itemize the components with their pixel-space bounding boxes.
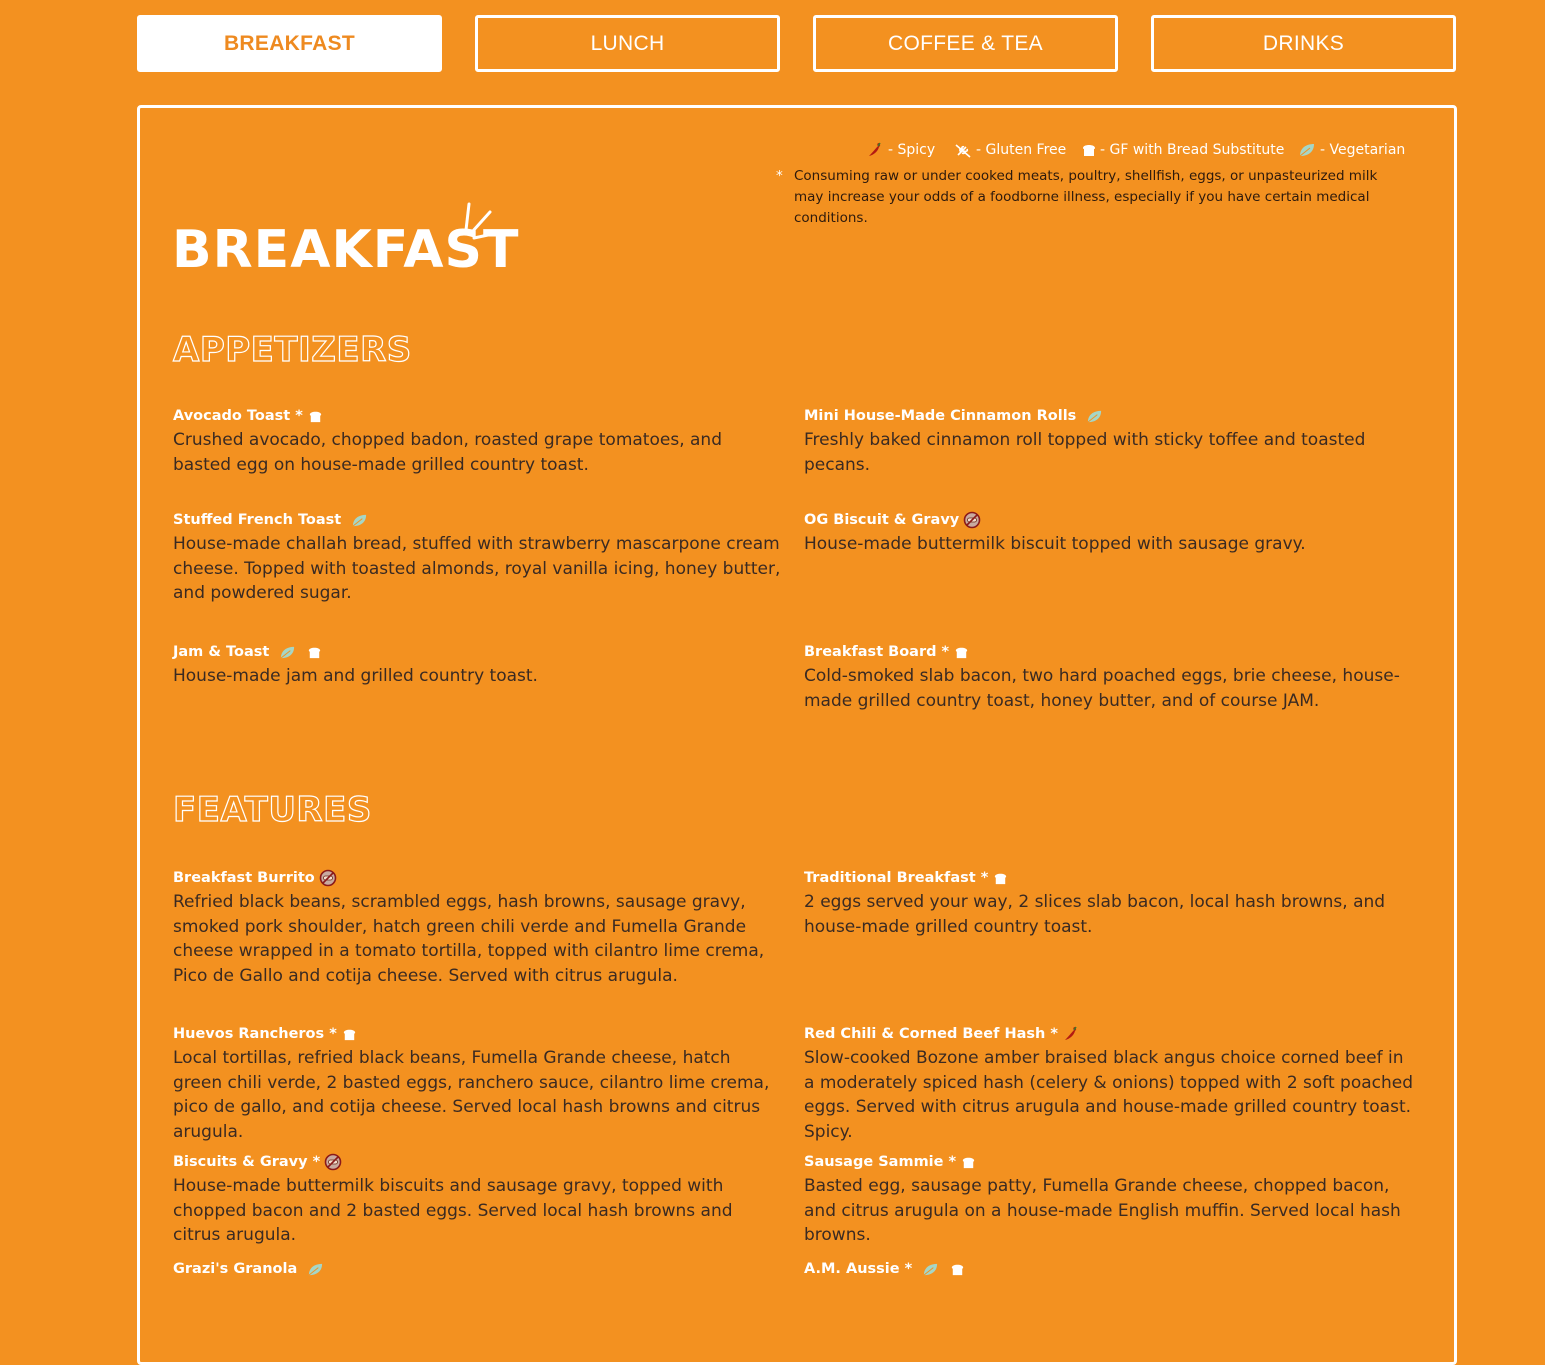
gf-bread-icon xyxy=(953,644,970,661)
menu-item xyxy=(173,1151,783,1248)
menu-item-description: House-made jam and grilled country toast. xyxy=(173,666,538,686)
menu-item-description: Cold-smoked slab bacon, two hard poached eggs, brie cheese, house-made grilled country toast, honey butter, and of course JAM. xyxy=(804,666,1400,711)
gf-bread-icon xyxy=(949,1261,966,1278)
menu-item-header xyxy=(804,641,1414,663)
menu-item xyxy=(173,867,783,988)
menu-item-name: Breakfast Board * xyxy=(804,644,950,660)
vegetarian-icon xyxy=(922,1261,939,1278)
menu-item-name: Grazi's Granola xyxy=(173,1261,298,1277)
menu-item-header xyxy=(173,405,783,427)
menu-item-name: Huevos Rancheros * xyxy=(173,1026,337,1042)
menu-item-name: Red Chili & Corned Beef Hash * xyxy=(804,1026,1058,1042)
gf-bread-icon xyxy=(960,1154,977,1171)
menu-item-header xyxy=(804,1023,1414,1045)
vegetarian-icon xyxy=(279,644,296,661)
menu-item-header xyxy=(173,1258,783,1280)
menu-item xyxy=(804,405,1414,477)
legend-gluten-free: - Gluten Free xyxy=(954,141,1066,159)
menu-item xyxy=(173,405,783,477)
menu-item-description: House-made buttermilk biscuits and sausage gravy, topped with chopped bacon and 2 basted eggs. Served local hash browns and citrus arugula. xyxy=(173,1176,733,1246)
menu-item-header xyxy=(804,405,1414,427)
vegetarian-icon xyxy=(351,512,368,529)
menu-item-name: Traditional Breakfast * xyxy=(804,870,989,886)
spicy-icon xyxy=(1062,1025,1080,1043)
menu-item-header xyxy=(173,867,783,889)
menu-item-name: Jam & Toast xyxy=(173,644,270,660)
no-gluten-icon xyxy=(319,869,337,887)
section-title-features: FEATURES xyxy=(173,790,372,830)
tab-coffee-tea[interactable]: COFFEE & TEA xyxy=(813,15,1118,72)
legend-gf-bread: - GF with Bread Substitute xyxy=(1080,141,1284,159)
gf-bread-icon xyxy=(307,408,324,425)
vegetarian-icon xyxy=(1086,408,1103,425)
menu-item-name: Avocado Toast * xyxy=(173,408,303,424)
notice-asterisk: * xyxy=(776,168,783,184)
menu-item xyxy=(173,641,783,689)
menu-item-header xyxy=(804,867,1414,889)
menu-item-name: Biscuits & Gravy * xyxy=(173,1154,321,1170)
vegetarian-icon xyxy=(307,1261,324,1278)
menu-item xyxy=(804,1023,1414,1144)
menu-item xyxy=(173,509,783,606)
menu-item-header xyxy=(173,1023,783,1045)
tab-breakfast[interactable]: BREAKFAST xyxy=(137,15,442,72)
menu-item-name: A.M. Aussie * xyxy=(804,1261,913,1277)
menu-item-name: Stuffed French Toast xyxy=(173,512,342,528)
menu-tabs xyxy=(137,15,1457,72)
menu-item-header xyxy=(804,1151,1414,1173)
menu-item-description: Refried black beans, scrambled eggs, hash browns, sausage gravy, smoked pork shoulder, hatch green chili verde and Fumella Grande cheese wrapped in a tomato tortilla, topped with cilantro lime crema, Pico de Gallo and cotija cheese. Served with citrus arugula. xyxy=(173,892,765,986)
legend-spicy: - Spicy xyxy=(866,141,935,159)
menu-item-description: Freshly baked cinnamon roll topped with sticky toffee and toasted pecans. xyxy=(804,430,1366,475)
menu-item-description: 2 eggs served your way, 2 slices slab bacon, local hash browns, and house-made grilled country toast. xyxy=(804,892,1386,937)
menu-item-description: Crushed avocado, chopped badon, roasted grape tomatoes, and basted egg on house-made grilled country toast. xyxy=(173,430,722,475)
menu-item xyxy=(804,867,1414,939)
notice-text: Consuming raw or under cooked meats, poultry, shellfish, eggs, or unpasteurized milk may increase your odds of a foodborne illness, especially if you have certain medical conditions. xyxy=(794,168,1378,226)
menu-item-description: Local tortillas, refried black beans, Fumella Grande cheese, hatch green chili verde, 2 basted eggs, ranchero sauce, cilantro lime crema, pico de gallo, and cotija cheese. Served local hash browns and citrus arugula. xyxy=(173,1048,770,1142)
menu-item xyxy=(804,1258,1414,1280)
gf-bread-icon xyxy=(306,644,323,661)
menu-item xyxy=(173,1258,783,1280)
section-title-appetizers: APPETIZERS xyxy=(173,330,412,370)
gf-bread-icon xyxy=(992,870,1009,887)
gf-bread-icon xyxy=(341,1026,358,1043)
menu-item-name: Sausage Sammie * xyxy=(804,1154,957,1170)
no-gluten-icon xyxy=(963,511,981,529)
tab-drinks[interactable]: DRINKS xyxy=(1151,15,1456,72)
menu-item-description: House-made buttermilk biscuit topped with sausage gravy. xyxy=(804,534,1306,554)
page-title: BREAKFAST xyxy=(172,220,520,280)
menu-item xyxy=(804,1151,1414,1248)
menu-item-header xyxy=(804,1258,1414,1280)
menu-item-header xyxy=(173,509,783,531)
menu-item xyxy=(804,641,1414,713)
spicy-icon xyxy=(866,141,884,159)
icon-legend xyxy=(866,141,1406,163)
menu-item-name: Mini House-Made Cinnamon Rolls xyxy=(804,408,1077,424)
gluten-free-icon xyxy=(954,141,972,159)
menu-item-description: Basted egg, sausage patty, Fumella Grande cheese, chopped bacon, and citrus arugula on a house-made English muffin. Served local hash browns. xyxy=(804,1176,1401,1246)
gf-bread-icon xyxy=(1080,141,1098,159)
sparkle-icon xyxy=(462,200,506,248)
no-gluten-icon xyxy=(324,1153,342,1171)
legend-vegetarian: - Vegetarian xyxy=(1298,141,1405,159)
menu-item-description: Slow-cooked Bozone amber braised black angus choice corned beef in a moderately spiced hash (celery & onions) topped with 2 soft poached eggs. Served with citrus arugula and house-made grilled country toast. Spicy. xyxy=(804,1048,1414,1142)
vegetarian-icon xyxy=(1298,141,1316,159)
menu-item xyxy=(804,509,1414,557)
menu-item-name: Breakfast Burrito xyxy=(173,870,315,886)
menu-item-header xyxy=(173,641,783,663)
menu-item-header xyxy=(173,1151,783,1173)
menu-item-header xyxy=(804,509,1414,531)
menu-item-description: House-made challah bread, stuffed with strawberry mascarpone cream cheese. Topped with toasted almonds, royal vanilla icing, honey butter, and powdered sugar. xyxy=(173,534,781,604)
tab-lunch[interactable]: LUNCH xyxy=(475,15,780,72)
menu-item xyxy=(173,1023,783,1144)
menu-item-name: OG Biscuit & Gravy xyxy=(804,512,960,528)
